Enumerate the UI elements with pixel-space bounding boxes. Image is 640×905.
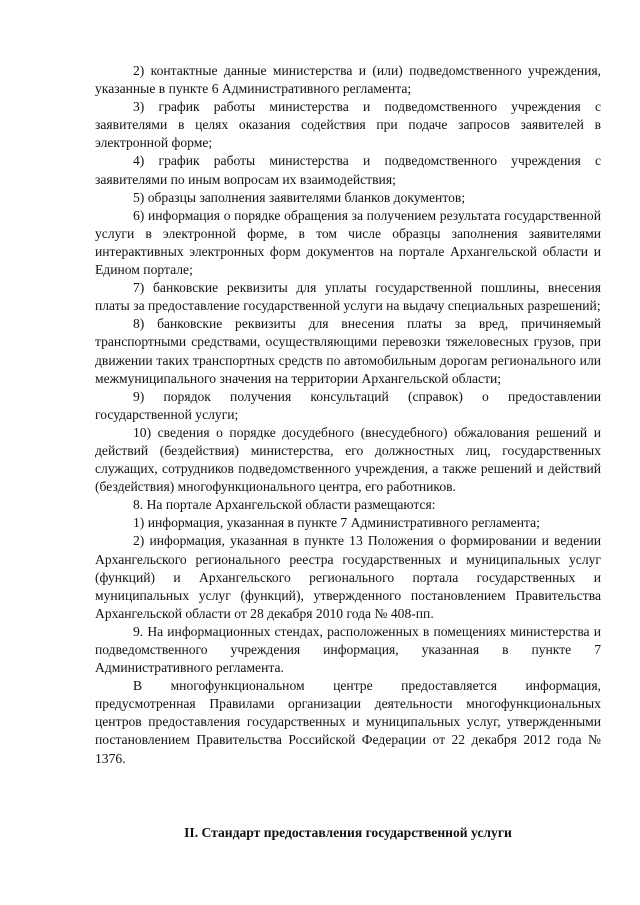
paragraph: 6) информация о порядке обращения за получением результата государственной услуги в электронной форме, в том числе образцы заполнения заявителями интерактивных электронных форм документов на портале Архангельской области и Едином портале; [95, 207, 601, 278]
paragraph: 9. На информационных стендах, расположенных в помещениях министерства и подведомственного учреждения информация, указанная в пункте 7 Административного регламента. [95, 623, 601, 676]
paragraph: 5) образцы заполнения заявителями бланков документов; [133, 189, 466, 205]
paragraph: 8. На портале Архангельской области размещаются: [133, 497, 436, 513]
paragraph: 8) банковские реквизиты для внесения платы за вред, причиняемый транспортными средствами, осуществляющими перевозки тяжеловесных грузов, при движении таких транспортных средств по автомобильным дорогам регионального или межмуниципального значения на территории Архангельской области; [95, 316, 601, 386]
paragraph: 2) информация, указанная в пункте 13 Положения о формировании и ведении Архангельского регионального реестра государственных и муниципальных услуг (функций) и Архангельского регионального портала государственных и муниципальных услуг (функций), утвержденного постановлением Правительства Архангельской области от 28 декабря 2010 года № 408-пп. [95, 533, 601, 621]
paragraph: 4) график работы министерства и подведомственного учреждения с заявителями по иным вопросам их взаимодействия; [95, 153, 601, 187]
paragraph: 3) график работы министерства и подведомственного учреждения с заявителями в целях оказания содействия при подаче запросов заявителей в электронной форме; [95, 99, 601, 151]
section-heading: II. Стандарт предоставления государственной услуги [184, 825, 512, 840]
paragraph: В многофункциональном центре предоставляется информация, предусмотренная Правилами организации деятельности многофункциональных центров предоставления государственных и муниципальных услуг, утвержденными постановлением Правительства Российской Федерации от 22 декабря 2012 года № 1376. [95, 678, 601, 766]
paragraph: 2) контактные данные министерства и (или) подведомственного учреждения, указанные в пункте 6 Административного регламента; [95, 63, 601, 97]
paragraph: 9) порядок получения консультаций (справок) о предоставлении государственной услуги; [95, 388, 601, 422]
paragraph: 1) информация, указанная в пункте 7 Административного регламента; [133, 515, 540, 531]
body-text [95, 62, 601, 768]
paragraph: 7) банковские реквизиты для уплаты государственной пошлины, внесения платы за предоставление государственной услуги на выдачу специальных разрешений; [95, 280, 601, 314]
paragraph: 10) сведения о порядке досудебного (внесудебного) обжалования решений и действий (бездействия) министерства, его должностных лиц, государственных служащих, сотрудников подведомственного учреждения, а также решений и действий (бездействия) многофункционального центра, его работников. [95, 424, 601, 495]
